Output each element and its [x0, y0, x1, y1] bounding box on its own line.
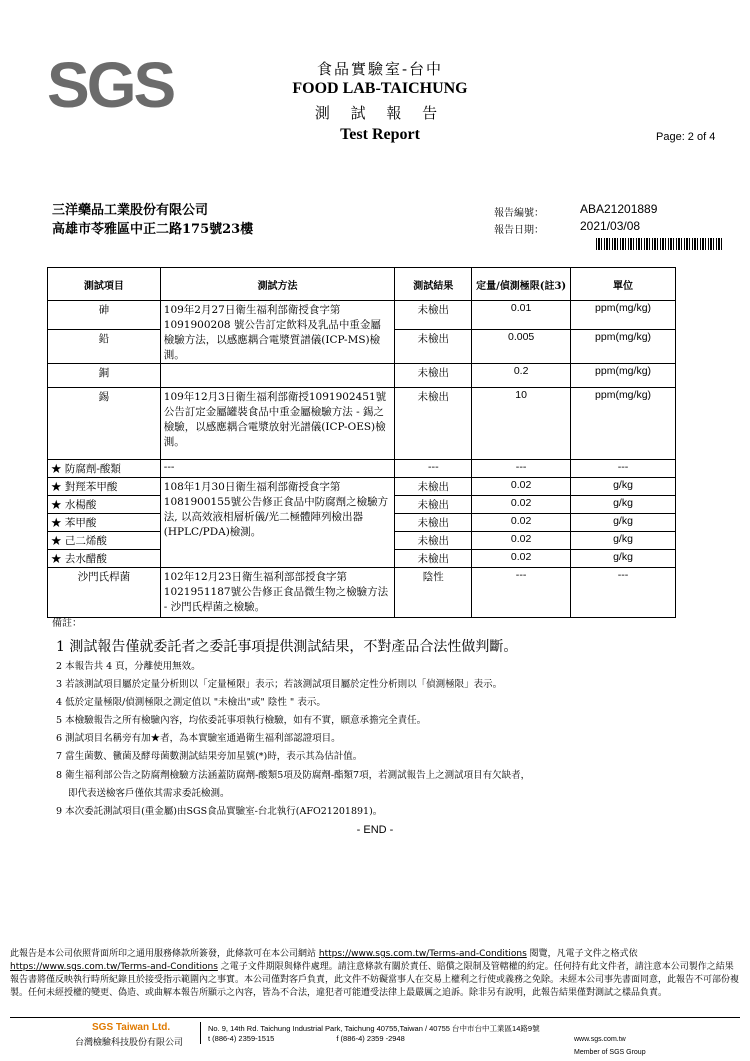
- address-line: No. 9, 14th Rd. Taichung Industrial Park, Taichung 40755,Taiwan / 40755 台中市台中工業區14路9號: [208, 1024, 540, 1033]
- note-item: 1 測試報告僅就委託者之委託事項提供測試結果，不對產品合法性做判斷。: [56, 639, 518, 655]
- test-result: 未檢出: [395, 330, 472, 364]
- note-item: 9 本次委託測試項目(重金屬)由SGS食品實驗室-台北執行(AFO21201891)。: [56, 806, 383, 817]
- client-name: 三洋藥品工業股份有限公司: [52, 203, 209, 218]
- sgs-logo: SGS: [47, 49, 174, 121]
- test-item: ★ 防腐劑-酸類: [48, 460, 161, 478]
- note-item: 5 本檢驗報告之所有檢驗內容，均依委託事項執行檢驗，如有不實，願意承擔完全責任。: [56, 715, 427, 726]
- terms-link[interactable]: https://www.sgs.com.tw/Terms-and-Conditions: [10, 962, 218, 972]
- footer-disclaimer: [10, 948, 740, 1000]
- website: www.sgs.com.tw: [574, 1036, 626, 1043]
- col-header: 測試項目: [48, 268, 161, 301]
- report-no-value: ABA21201889: [580, 202, 658, 216]
- note-item: 7 當生菌數、黴菌及酵母菌數測試結果旁加星號(*)時，表示其為估計值。: [56, 751, 363, 762]
- test-method: 109年2月27日衛生福利部衛授食字第1091900208 號公告訂定飲料及乳品中重金屬檢驗方法，以感應耦合電漿質譜儀(ICP-MS)檢測。: [160, 301, 395, 364]
- test-unit: g/kg: [571, 550, 676, 568]
- test-unit: ppm(mg/kg): [571, 301, 676, 330]
- test-item: 錫: [48, 388, 161, 460]
- note-item: 6 測試項目名稱旁有加★者，為本實驗室通過衛生福利部認證項目。: [56, 733, 341, 744]
- test-result: 未檢出: [395, 550, 472, 568]
- barcode: [596, 238, 724, 250]
- report-title-cn: 測 試 報 告: [314, 104, 446, 122]
- test-unit: g/kg: [571, 496, 676, 514]
- col-header: 測試方法: [160, 268, 395, 301]
- sgs-taiwan-cn-name: 台灣檢驗科技股份有限公司: [75, 1038, 184, 1048]
- test-item: 沙門氏桿菌: [48, 568, 161, 618]
- client-address: 高雄市苓雅區中正二路175號23樓: [52, 222, 254, 237]
- report-date-label: 報告日期：: [494, 225, 544, 236]
- member-of-sgs: Member of SGS Group: [574, 1049, 646, 1056]
- test-method: ---: [160, 460, 395, 478]
- report-no-label: 報告編號：: [494, 208, 544, 219]
- note-item: 2 本報告共 4 頁，分離使用無效。: [56, 661, 201, 672]
- test-result: 未檢出: [395, 514, 472, 532]
- test-unit: ---: [571, 568, 676, 618]
- note-item: 8 衛生福利部公告之防腐劑檢驗方法涵蓋防腐劑-酸類5項及防腐劑-酯類7項，若測試報告上之測試項目有欠缺者，: [56, 770, 531, 781]
- test-item: 鉛: [48, 330, 161, 364]
- end-marker: - END -: [356, 824, 394, 836]
- table-row: [48, 460, 676, 478]
- test-result: 未檢出: [395, 532, 472, 550]
- test-item: 砷: [48, 301, 161, 330]
- test-result: ---: [395, 460, 472, 478]
- test-limit: 0.02: [472, 478, 571, 496]
- test-result: 未檢出: [395, 496, 472, 514]
- col-header: 測試結果: [395, 268, 472, 301]
- test-result: 未檢出: [395, 388, 472, 460]
- table-row: [48, 301, 676, 330]
- table-row: [48, 478, 676, 496]
- test-limit: 10: [472, 388, 571, 460]
- test-unit: ---: [571, 460, 676, 478]
- test-limit: ---: [472, 568, 571, 618]
- test-limit: 0.005: [472, 330, 571, 364]
- test-item: ★ 對羥苯甲酸: [48, 478, 161, 496]
- test-item: ★ 去水醋酸: [48, 550, 161, 568]
- test-method: 108年1月30日衛生福利部衛授食字第1081900155號公告修正食品中防腐劑之檢驗方法, 以高效液相層析儀/光二極體陣列檢出器(HPLC/PDA)檢測。: [160, 478, 395, 568]
- test-limit: ---: [472, 460, 571, 478]
- test-result: 陰性: [395, 568, 472, 618]
- table-header: [48, 268, 676, 301]
- test-unit: ppm(mg/kg): [571, 330, 676, 364]
- test-unit: ppm(mg/kg): [571, 364, 676, 388]
- lab-name-cn: 食品實驗室-台中: [316, 60, 444, 78]
- test-result: 未檢出: [395, 301, 472, 330]
- test-limit: 0.02: [472, 496, 571, 514]
- test-unit: g/kg: [571, 532, 676, 550]
- col-header: 單位: [571, 268, 676, 301]
- footer-address: [208, 1024, 540, 1044]
- footer-divider: [10, 1017, 740, 1018]
- test-item: ★ 己二烯酸: [48, 532, 161, 550]
- test-unit: g/kg: [571, 514, 676, 532]
- table-row: [48, 364, 676, 388]
- test-unit: g/kg: [571, 478, 676, 496]
- note-item: 即代表送檢客戶僅依其需求委託檢測。: [68, 788, 230, 799]
- test-unit: ppm(mg/kg): [571, 388, 676, 460]
- test-limit: 0.02: [472, 550, 571, 568]
- disclaimer-text: 之電子文件期限與條件處理。請注意條款有關於責任、賠償之限制及管轄權的約定。任何持有此文件者，請注意本公司製作之結果報告書將僅反映執行時所紀錄且於接受指示範圍內之事實。本公司僅對客戶負責，此文件不妨礙當事人在交易上權利之行使或義務之免除。未經本公司事先書面同意，此報告不可部份複製。任何未經授權的變更、偽造、或曲解本報告所顯示之內容，皆為不合法，違犯者可能遭受法律上最嚴厲之追訴。除非另有說明，此報告結果僅對測試之樣品負責。: [10, 962, 740, 998]
- test-limit: 0.02: [472, 532, 571, 550]
- page-number: Page: 2 of 4: [656, 131, 716, 143]
- test-method: [160, 364, 395, 388]
- test-item: 銅: [48, 364, 161, 388]
- footer-separator: [200, 1022, 201, 1044]
- lab-name-en: FOOD LAB-TAICHUNG: [292, 80, 468, 97]
- notes-title: 備註：: [52, 618, 82, 629]
- test-item: ★ 水楊酸: [48, 496, 161, 514]
- phone: t (886-4) 2359-1515: [208, 1034, 275, 1043]
- disclaimer-text: 此報告是本公司依照背面所印之通用服務條款所簽發，此條款可在本公司網站: [10, 949, 317, 959]
- col-header: 定量/偵測極限(註3): [472, 268, 571, 301]
- note-item: 4 低於定量極限/偵測極限之測定值以 "未檢出"或" 陰性 " 表示。: [56, 697, 326, 708]
- test-method: 109年12月3日衛生福利部衛授1091902451號公告訂定金屬罐裝食品中重金屬檢驗方法 - 錫之檢驗，以感應耦合電漿放射光譜儀(ICP-OES)檢測。: [160, 388, 395, 460]
- test-result: 未檢出: [395, 478, 472, 496]
- test-result: 未檢出: [395, 364, 472, 388]
- table-row: [48, 388, 676, 460]
- report-date-value: 2021/03/08: [580, 219, 641, 233]
- terms-link[interactable]: https://www.sgs.com.tw/Terms-and-Conditions: [318, 949, 527, 959]
- test-limit: 0.01: [472, 301, 571, 330]
- test-item: ★ 苯甲酸: [48, 514, 161, 532]
- test-method: 102年12月23日衛生福利部部授食字第1021951187號公告修正食品微生物之檢驗方法 - 沙門氏桿菌之檢驗。: [160, 568, 395, 618]
- note-item: 3 若該測試項目屬於定量分析則以「定量極限」表示；若該測試項目屬於定性分析則以「偵測極限」表示。: [56, 679, 503, 690]
- test-limit: 0.2: [472, 364, 571, 388]
- sgs-taiwan-name: SGS Taiwan Ltd.: [92, 1022, 171, 1033]
- table-row: [48, 568, 676, 618]
- disclaimer-text: 閱覽，凡電子文件之格式依: [529, 949, 638, 959]
- results-table: [47, 267, 676, 618]
- test-limit: 0.02: [472, 514, 571, 532]
- report-title-en: Test Report: [340, 126, 420, 143]
- fax: f (886-4) 2359 -2948: [336, 1034, 405, 1043]
